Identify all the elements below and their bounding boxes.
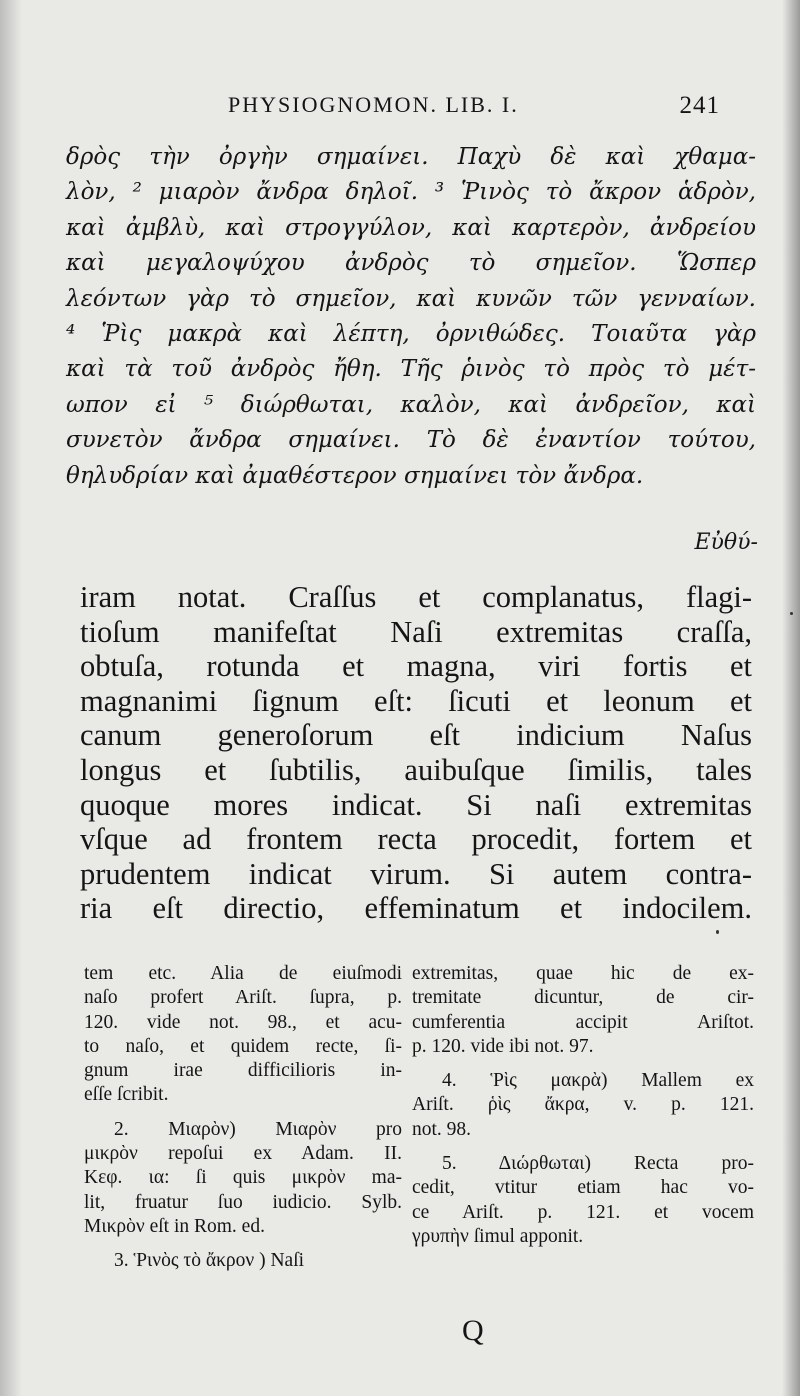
latin-translation-block (80, 580, 752, 926)
latin-text-line: iram notat. Craſſus et complanatus, flagi- (80, 580, 752, 614)
latin-text-line: magnanimi ſignum eſt: ſicuti et leonum et (80, 683, 752, 718)
footnote-line: gnum irae difficilioris in- (84, 1060, 402, 1082)
catchword: Εὐθύ- (694, 530, 758, 555)
latin-text-line: vſque ad frontem recta procedit, fortem et (80, 822, 752, 857)
greek-text-line: λεόντων γὰρ τὸ σημεῖον, καὶ κυνῶν τῶν γενναίων. (66, 285, 756, 312)
footnotes-right-column (412, 962, 754, 1249)
footnote-line: naſo profert Ariſt. ſupra, p. (84, 987, 402, 1009)
greek-text-line: ⁴ Ῥὶς μακρὰ καὶ λέπτη, ὀρνιθώδες. Τοιαῦτα γὰρ (66, 320, 756, 347)
greek-text-line: καὶ ἀμβλὺ, καὶ στρογγύλον, καὶ καρτερὸν, ἀνδρείου (66, 214, 756, 241)
note-spacer (84, 1108, 402, 1118)
footnote-line: 120. vide not. 98., et acu- (84, 1011, 402, 1033)
footnote-line: μικρὸν repoſui ex Adam. II. (84, 1143, 402, 1165)
footnote-line: p. 120. vide ibi not. 97. (412, 1035, 594, 1057)
footnote-line: 2. Μιαρὸν) Μιαρὸν pro (114, 1118, 402, 1140)
footnote-line: to naſo, et quidem recte, ſi- (84, 1035, 402, 1057)
greek-text-line: θηλυδρίαν καὶ ἀμαθέστερον σημαίνει τὸν ἄνδρα. (66, 462, 644, 489)
latin-text-line: prudentem indicat virum. Si autem contra- (80, 856, 752, 891)
greek-text-block (66, 140, 756, 494)
greek-text-line: ωπον εἰ ⁵ διώρθωται, καλὸν, καὶ ἀνδρεῖον, καὶ (66, 391, 756, 418)
page-header (228, 92, 720, 122)
footnote-line: cumferentia accipit Ariſtot. (412, 1011, 754, 1033)
greek-text-line: λὸν, ² μιαρὸν ἄνδρα δηλοῖ. ³ Ῥινὸς τὸ ἄκρον ἁδρὸν, (66, 179, 756, 206)
latin-text-line: canum generoſorum eſt indicium Naſus (80, 718, 752, 753)
footnote-line: not. 98. (412, 1118, 472, 1140)
greek-text-line: καὶ τὰ τοῦ ἀνδρὸς ἤθη. Τῆς ῥινὸς τὸ πρὸς τὸ μέτ- (66, 356, 756, 383)
footnote-line: tem etc. Alia de eiuſmodi (84, 963, 402, 984)
footnote-line: extremitas, quae hic de ex- (412, 963, 754, 984)
print-speck (790, 612, 793, 615)
page-number: 241 (679, 92, 720, 119)
footnotes-left-column (84, 962, 402, 1274)
footnote-line: 5. Διώρθωται) Recta pro- (442, 1153, 754, 1175)
footnote-line: eſſe ſcribit. (84, 1084, 169, 1106)
latin-text-line: quoque mores indicat. Si naſi extremitas (80, 787, 752, 822)
latin-text-line: tioſum manifeſtat Naſi extremitas craſſa, (80, 614, 752, 649)
note-spacer (412, 1142, 754, 1152)
latin-text-line: longus et ſubtilis, auibuſque ſimilis, tales (80, 752, 752, 787)
running-title: PHYSIOGNOMON. LIB. I. (228, 92, 519, 117)
footnote-line: cedit, vtitur etiam hac vo- (412, 1177, 754, 1199)
greek-text-line: καὶ μεγαλοψύχου ἀνδρὸς τὸ σημεῖον. Ὥσπερ (66, 250, 756, 277)
footnote-line: lit, fruatur ſuo iudicio. Sylb. (84, 1191, 402, 1213)
footnote-line: 3. Ῥινὸς τὸ ἄκρον ) Naſi (114, 1250, 305, 1272)
print-speck (716, 930, 719, 934)
page-edge-shadow (782, 0, 800, 1396)
latin-text-line: ria eſt directio, effeminatum et indocilem. (80, 891, 752, 926)
footnote-line: Κεφ. ια: ſi quis μικρὸν ma- (84, 1167, 402, 1189)
greek-text-line: δρὸς τὴν ὀργὴν σημαίνει. Παχὺ δὲ καὶ χθαμα- (66, 144, 756, 170)
latin-text-line: obtuſa, rotunda et magna, viri fortis et (80, 649, 752, 684)
footnote-line: γρυπὴν ſimul apponit. (412, 1225, 584, 1247)
greek-text-line: συνετὸν ἄνδρα σημαίνει. Τὸ δὲ ἐναντίον τούτου, (66, 427, 756, 454)
footnote-line: 4. Ῥὶς μακρὰ) Mallem ex (442, 1070, 754, 1092)
note-spacer (84, 1239, 402, 1249)
note-spacer (412, 1059, 754, 1069)
footnote-line: tremitate dicuntur, de cir- (412, 987, 754, 1009)
footnote-line: ce Ariſt. p. 121. et vocem (412, 1201, 754, 1223)
signature-mark: Q (462, 1314, 484, 1347)
footnote-line: Ariſt. ῥὶς ἄκρα, v. p. 121. (412, 1094, 754, 1116)
footnote-line: Μικρὸν eſt in Rom. ed. (84, 1215, 265, 1237)
gutter-shadow (0, 0, 22, 1396)
